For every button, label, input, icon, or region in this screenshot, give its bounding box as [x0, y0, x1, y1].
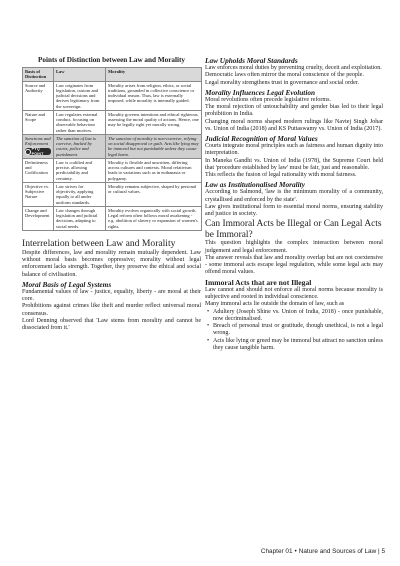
- cell-basis: Source and Authority: [23, 81, 54, 110]
- left-column: [22, 56, 201, 332]
- cell-basis-text: Sanctions and Enforcement: [25, 135, 51, 146]
- cell-law: Law changes through legislation and judicial decisions, adapting to social needs.: [54, 206, 106, 230]
- judicial-p3: This reflects the fusion of legal rationality with moral fairness.: [205, 172, 357, 178]
- interrelation-intro: Despite differences, law and morality remain mutually dependent. Law without moral basis becomes oppressive; morality without legal enforcement lacks strength. Together, they preserve the ethical and social balance of civilisation.: [22, 249, 201, 278]
- immoral-p1: Law cannot and should not enforce all moral norms because morality is subjective and rooted in individual conscience.: [205, 286, 383, 301]
- footer-page-number: 5: [381, 548, 385, 555]
- judicial-p2: In Maneka Gandhi vs. Union of India (1978), the Supreme Court held that 'procedure established by law' must be fair, just and reasonable.: [205, 157, 383, 171]
- table-header-row: [23, 68, 202, 82]
- table-row: [23, 206, 202, 230]
- immoral-list: [205, 309, 383, 353]
- moral-basis-p2: Prohibitions against crimes like theft and murder reflect universal moral consensus.: [22, 303, 201, 317]
- distinction-table: [22, 67, 202, 231]
- header-morality: Morality: [106, 68, 202, 82]
- table-row: [23, 182, 202, 206]
- question-heading: Can Immoral Acts be Illegal or Can Legal Acts be Immoral?: [205, 219, 382, 240]
- moral-basis-heading: Moral Basis of Legal Systems: [22, 279, 112, 289]
- cell-basis: [23, 134, 54, 158]
- table-row: [23, 158, 202, 182]
- institutional-p2: Law gives institutional form to essential moral norms, ensuring stability and justice in society.: [205, 203, 383, 217]
- influences-p2: The moral rejection of untouchability and gender bias led to their legal prohibition in India.: [205, 104, 383, 118]
- right-column: [205, 56, 383, 352]
- immoral-heading: Immoral Acts that are not Illegal: [205, 277, 312, 287]
- question-p2: The answer reveals that law and morality overlap but are not coextensive - some immoral acts escape legal regulation, while some legal acts may offend moral values.: [205, 254, 383, 276]
- footer-chapter: Chapter 01: [260, 548, 293, 555]
- influences-p1: Moral revolutions often precede legislative reforms.: [205, 96, 331, 103]
- cell-basis: Nature and Scope: [23, 110, 54, 134]
- moral-basis-p3: Lord Denning observed that 'Law stems from morality and cannot be dissociated from it.': [22, 317, 201, 331]
- immoral-p2: Many immoral acts lie outside the domain of law, such as: [205, 301, 345, 308]
- cell-morality: Morality governs intentions and ethical righteous, assessing the moral quality of actions. Hence, one may be legally right yet morally wrong.: [106, 110, 202, 134]
- badge-circle-icon: [25, 149, 31, 155]
- upholds-p1: Law enforces moral duties by preventing cruelty, deceit and exploitation.: [205, 65, 382, 71]
- table-title: Points of Distinction between Law and Morality: [38, 56, 185, 64]
- institutional-p1: According to Salmond, 'law is the minimum morality of a community, crystallised and enforced by the state'.: [205, 189, 383, 203]
- cell-basis: Objective vs. Subjective Nature: [23, 182, 54, 206]
- interrelation-heading: Interrelation between Law and Morality: [22, 237, 176, 249]
- upholds-p3: Legal morality strengthens trust in governance and social order.: [205, 79, 359, 86]
- page-footer: Chapter 01 • Nature and Sources of Law | 5: [260, 548, 385, 555]
- header-law: Law: [54, 68, 106, 82]
- moral-basis-p1: Fundamental values of law - justice, equality, liberty - are moral at their core.: [22, 288, 201, 302]
- list-item: • Breach of personal trust or gratitude, though unethical, is not a legal wrong.: [213, 323, 383, 338]
- table-row-highlighted: [23, 134, 202, 158]
- footer-bullet: •: [294, 548, 297, 555]
- badge-label: PYQ POINT: [31, 146, 44, 156]
- list-item: • Acts like lying or greed may be immoral but attract no sanction unless they cause tangible harm.: [213, 338, 383, 353]
- judicial-p1: Courts integrate moral principles such as fairness and human dignity into interpretation.: [205, 143, 383, 157]
- cell-law: Law regulates external conduct, focusing on observable behaviour rather than motives.: [54, 110, 106, 134]
- cell-law: The sanction of law is coercive, backed by courts, police and punishment.: [54, 134, 106, 158]
- cell-law: Law originates from legislation, custom and judicial decisions and derives legitimacy from the sovereign.: [54, 81, 106, 110]
- cell-morality: Morality evolves organically with social growth. Legal reform often follows moral awakening - e.g. abolition of slavery or expansion of women's rights.: [106, 206, 202, 230]
- cell-morality: The sanction of morality is non-coercive, relying on social disapproval or guilt. Acts like lying may be immoral but not punishable unless they cause legal harm.: [106, 134, 202, 158]
- influences-p3: Changing moral norms shaped modern rulings like Navtej Singh Johar vs. Union of India (2018) and KS Puttaswamy vs. Union of India (2017).: [205, 118, 383, 132]
- cell-law: Law is codified and precise, allowing predictability and certainty.: [54, 158, 106, 182]
- pyq-point-badge: [25, 148, 51, 155]
- cell-basis: Definiteness and Codification: [23, 158, 54, 182]
- cell-law: Law strives for objectivity, applying equally to all under uniform standards.: [54, 182, 106, 206]
- footer-title: Nature and Sources of Law: [298, 548, 377, 555]
- cell-morality: Morality remains subjective, shaped by personal or cultural values.: [106, 182, 202, 206]
- influences-heading: Morality Influences Legal Evolution: [205, 87, 316, 97]
- list-item: • Adultery (Joseph Shine vs. Union of India, 2018) - once punishable, now decriminalised.: [213, 309, 383, 324]
- table-row: [23, 81, 202, 110]
- upholds-heading: Law Upholds Moral Standards: [205, 56, 298, 65]
- cell-morality: Morality is flexible and unwritten, differing across cultures and contexts. Moral relativism leads to variations such as in euthanasia or polygamy.: [106, 158, 202, 182]
- table-row: [23, 110, 202, 134]
- cell-basis: Change and Development: [23, 206, 54, 230]
- header-basis: Basis of Distinction: [23, 68, 54, 82]
- judicial-heading: Judicial Recognition of Moral Values: [205, 134, 318, 143]
- cell-morality: Morality arises from religion, ethics, or social traditions, grounded in collective conscience or individual reason. Thus, law is externally imposed, while morality is internally guided.: [106, 81, 202, 110]
- institutional-heading: Law as Institutionalised Morality: [205, 180, 305, 190]
- upholds-p2: Democratic laws often mirror the moral conscience of the people.: [205, 72, 364, 79]
- question-p1: This question highlights the complex interaction between moral judgement and legal enforcement.: [205, 240, 383, 254]
